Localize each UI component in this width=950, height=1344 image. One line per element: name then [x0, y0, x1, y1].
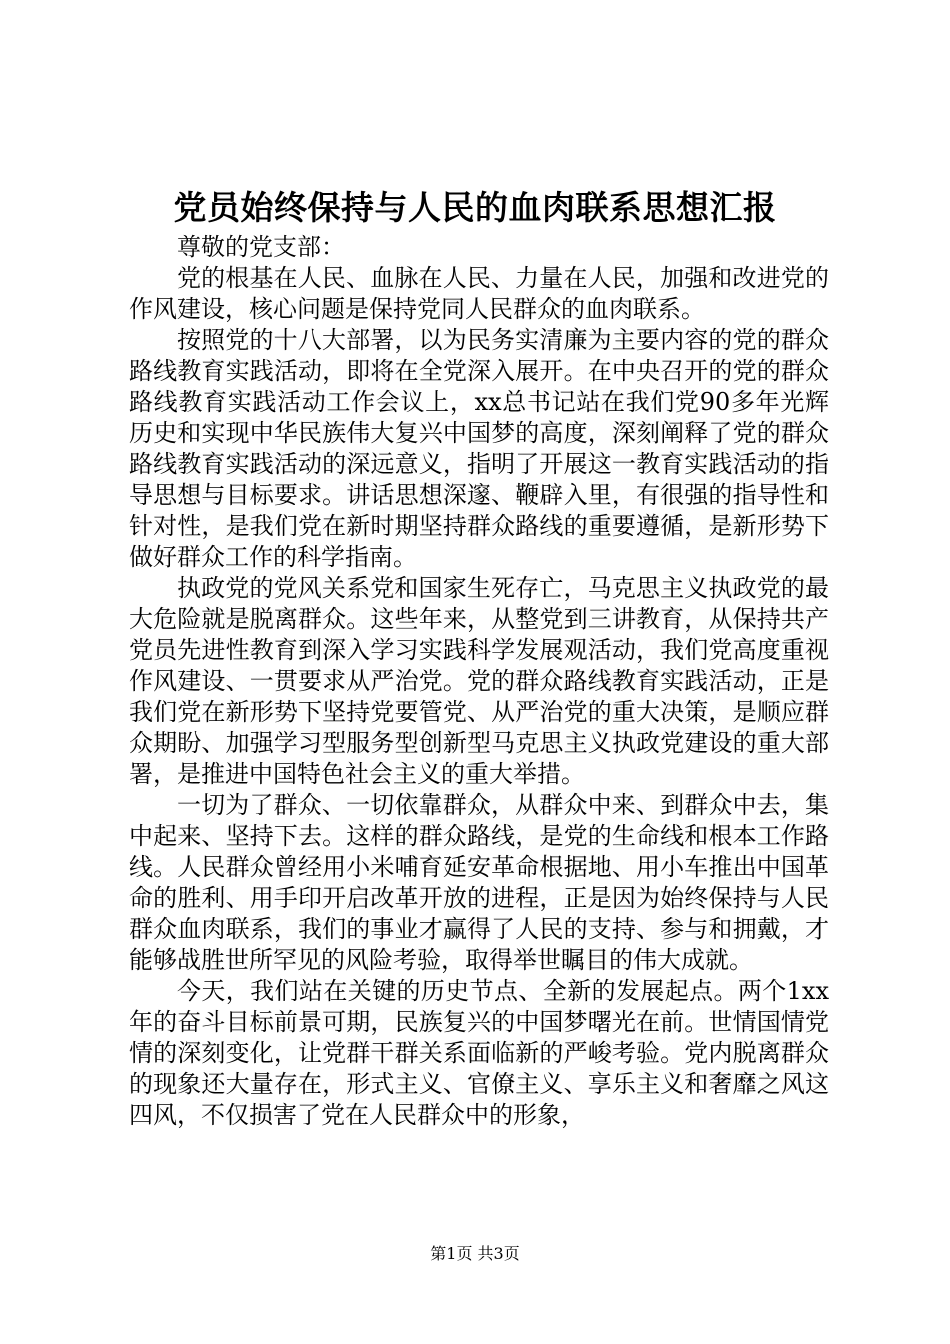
paragraph-1: 党的根基在人民、血脉在人民、力量在人民，加强和改进党的作风建设，核心问题是保持党同人民群众的血肉联系。: [129, 264, 829, 323]
salutation: 尊敬的党支部：: [177, 233, 345, 261]
paragraph-4: 一切为了群众、一切依靠群众，从群众中来、到群众中去，集中起来、坚持下去。这样的群众路线，是党的生命线和根本工作路线。人民群众曾经用小米哺育延安革命根据地、用小车推出中国革命的胜利、用手印开启改革开放的进程，正是因为始终保持与人民群众血肉联系，我们的事业才赢得了人民的支持、参与和拥戴，才能够战胜世所罕见的风险考验，取得举世瞩目的伟大成就。: [129, 791, 829, 974]
paragraph-2: 按照党的十八大部署，以为民务实清廉为主要内容的党的群众路线教育实践活动，即将在全党深入展开。在中央召开的党的群众路线教育实践活动工作会议上，xx总书记站在我们党90多年光辉历史和实现中华民族伟大复兴中国梦的高度，深刻阐释了党的群众路线教育实践活动的深远意义，指明了开展这一教育实践活动的指导思想与目标要求。讲话思想深邃、鞭辟入里，有很强的指导性和针对性，是我们党在新时期坚持群众路线的重要遵循，是新形势下做好群众工作的科学指南。: [129, 326, 829, 571]
page-footer: 第1页 共3页: [430, 1244, 520, 1263]
document-body: [129, 232, 829, 1131]
paragraph-5: 今天，我们站在关键的历史节点、全新的发展起点。两个1xx年的奋斗目标前景可期，民族复兴的中国梦曙光在前。世情国情党情的深刻变化，让党群干群关系面临新的严峻考验。党内脱离群众的现象还大量存在，形式主义、官僚主义、享乐主义和奢靡之风这四风，不仅损害了党在人民群众中的形象，: [129, 977, 829, 1129]
document-title: 党员始终保持与人民的血肉联系思想汇报: [173, 188, 777, 227]
paragraph-3: 执政党的党风关系党和国家生死存亡，马克思主义执政党的最大危险就是脱离群众。这些年来，从整党到三讲教育，从保持共产党员先进性教育到深入学习实践科学发展观活动，我们党高度重视作风建设、一贯要求从严治党。党的群众路线教育实践活动，正是我们党在新形势下坚持党要管党、从严治党的重大决策，是顺应群众期盼、加强学习型服务型创新型马克思主义执政党建设的重大部署，是推进中国特色社会主义的重大举措。: [129, 574, 829, 788]
